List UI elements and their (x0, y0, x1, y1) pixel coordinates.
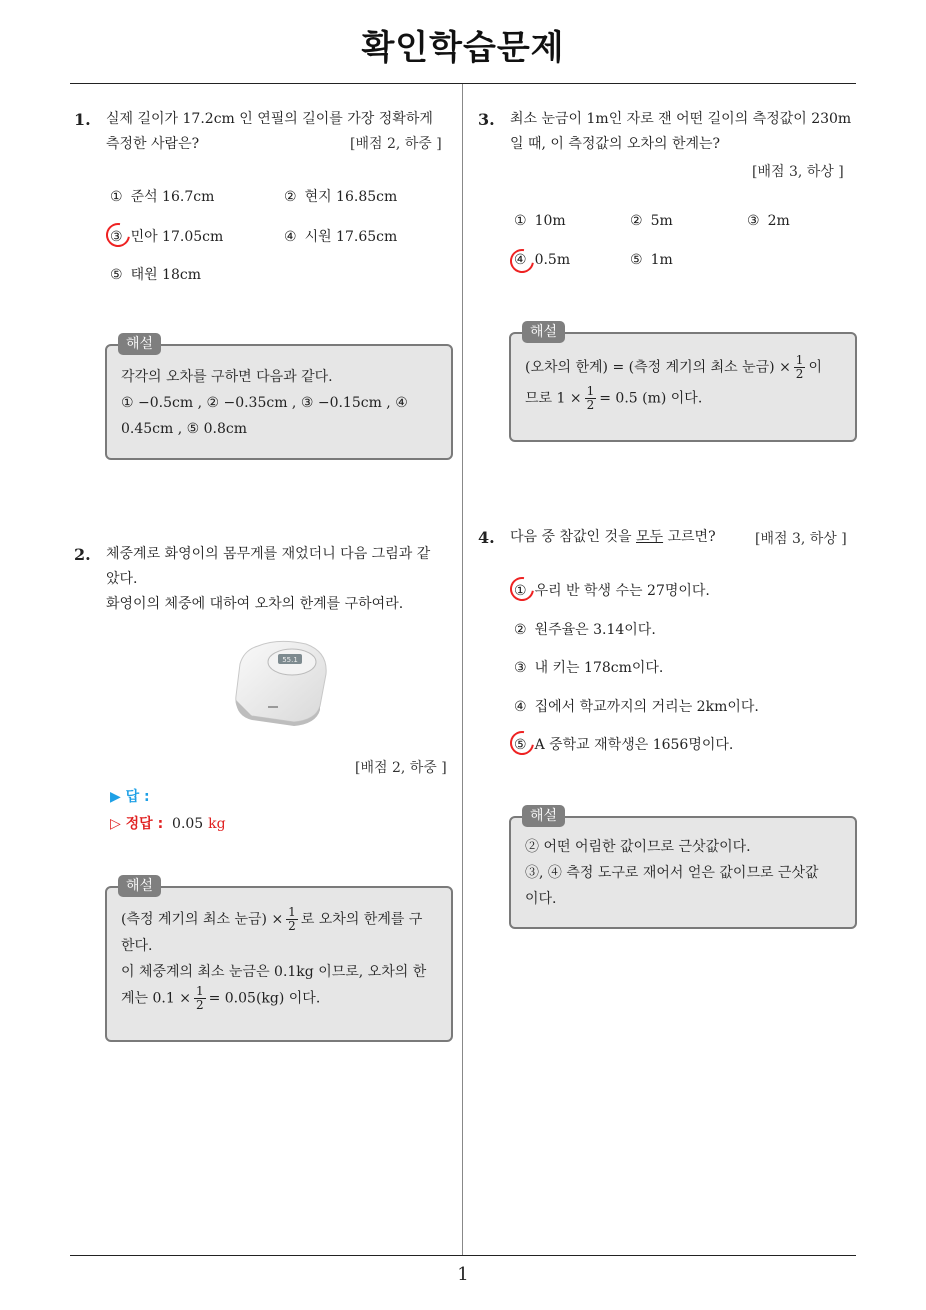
q1-choice-4[interactable] (284, 226, 397, 246)
q3-choice-3-text: 2m (767, 213, 790, 229)
q3-choice-1[interactable] (514, 213, 566, 229)
q4-text-a: 다음 중 참값인 것을 (510, 529, 636, 545)
q2-correct-value: 0.05 (172, 816, 204, 832)
q3-choice-1-num: ① (514, 213, 527, 229)
q2-explain-line1 (121, 906, 437, 933)
q1-number: 1. (74, 110, 91, 129)
q2-text-line3: 화영이의 체중에 대하여 오차의 한계를 구하여라. (106, 596, 404, 612)
q1-text-line2: 측정한 사람은? (106, 136, 200, 152)
q3-choice-5-num: ⑤ (630, 252, 643, 268)
q1-choice-2-text: 현지 16.85cm (304, 189, 398, 205)
q4-explanation-box (509, 816, 857, 929)
q1-choice-2-num: ② (284, 189, 297, 205)
q4-choice-4[interactable] (514, 696, 759, 716)
q1-text-line1: 실제 길이가 17.2cm 인 연필의 길이를 가장 정확하게 (106, 111, 433, 127)
q3-choice-2-num: ② (630, 213, 643, 229)
q3-frac1-den: 2 (795, 367, 804, 381)
q2-explain-frac-1 (286, 906, 298, 933)
q3-text-line2: 일 때, 이 측정값의 오차의 한계는? (510, 136, 721, 152)
q4-explain-line3: 이다. (525, 891, 557, 907)
q3-choice-2[interactable] (630, 213, 673, 229)
q3-choice-4-text: 0.5m (534, 252, 571, 268)
q2-text-line2: 았다. (106, 571, 138, 587)
q3-choice-4[interactable] (514, 252, 570, 268)
q3-explain-line2-b: = 0.5 (m) 이다. (599, 390, 703, 407)
q1-score-meta: [배점 2, 하중 ] (350, 136, 442, 152)
page-number: 1 (457, 1264, 469, 1285)
q2-question (106, 542, 456, 617)
q3-explain-line1-b: 이 (808, 359, 822, 376)
q3-choice-3[interactable] (747, 213, 790, 229)
q4-text-b: 고르면? (663, 529, 716, 545)
q4-choice-3-num: ③ (514, 660, 527, 676)
q3-explain-line1 (525, 354, 841, 381)
top-rule (70, 83, 856, 84)
q3-score-meta: [배점 3, 하상 ] (752, 164, 844, 180)
q1-choice-2[interactable] (284, 186, 397, 206)
page-title: 확인학습문제 (361, 28, 565, 68)
q3-number: 3. (478, 110, 495, 129)
column-divider (462, 84, 463, 1255)
q3-explain-frac-1 (794, 354, 806, 381)
q2-answer-line: ▶ 답 : (110, 789, 150, 805)
q3-explain-frac-2 (585, 385, 597, 412)
q2-frac1-num: 1 (288, 905, 296, 919)
q3-frac2-num: 1 (586, 384, 595, 398)
q4-explanation-label: 해설 (522, 805, 565, 827)
q3-choice-4-num: ④ (514, 252, 527, 268)
q2-frac2-num: 1 (195, 984, 204, 998)
q1-choice-1-num: ① (110, 189, 123, 205)
q1-explain-line3: 0.45cm , ⑤ 0.8cm (121, 421, 248, 437)
q4-explain-line2: ③, ④ 측정 도구로 재어서 얻은 값이므로 근삿값 (525, 865, 819, 881)
q4-choice-5-num: ⑤ (514, 737, 527, 753)
q3-explain-line2-a: 므로 1 × (525, 390, 582, 407)
q4-choice-1-num: ① (514, 583, 527, 599)
q3-frac1-num: 1 (795, 353, 804, 367)
q2-explanation-box (105, 886, 453, 1042)
q2-explain-line1-b: 로 오차의 한계를 구 (300, 911, 423, 928)
q2-correct-unit: kg (208, 816, 226, 832)
q4-choice-1-text: 우리 반 학생 수는 27명이다. (534, 583, 710, 599)
q4-choice-3[interactable] (514, 657, 663, 677)
q2-text-line1: 체중계로 화영이의 몸무게를 재었더니 다음 그림과 같 (106, 546, 431, 562)
q3-explanation-box (509, 332, 857, 442)
q2-explain-line4 (121, 985, 437, 1012)
q3-explanation-label: 해설 (522, 321, 565, 343)
q4-score-meta: [배점 3, 하상 ] (755, 531, 847, 547)
q4-choice-5-text: A 중학교 재학생은 1656명이다. (534, 737, 734, 753)
q3-explain-line1-a: (오차의 한계) = (측정 계기의 최소 눈금) × (525, 359, 791, 376)
q2-correct-answer (110, 813, 226, 833)
q2-explain-line3: 이 체중계의 최소 눈금은 0.1kg 이므로, 오차의 한 (121, 964, 427, 980)
q1-choice-3-text: 민아 17.05cm (130, 229, 224, 245)
bottom-rule (70, 1255, 856, 1256)
q2-explain-frac-2 (194, 985, 206, 1012)
svg-text:55.1: 55.1 (282, 656, 298, 664)
q2-explain-line2: 한다. (121, 938, 153, 954)
q1-choice-1-text: 준석 16.7cm (130, 189, 215, 205)
q1-choice-3[interactable] (110, 226, 223, 246)
q1-choice-1[interactable] (110, 186, 214, 206)
q4-question (510, 525, 716, 550)
q3-explain-line2 (525, 385, 841, 412)
q1-choice-5[interactable] (110, 264, 201, 284)
q1-choice-3-num: ③ (110, 229, 123, 245)
q2-frac1-den: 2 (288, 919, 296, 933)
q2-explain-line1-a: (측정 계기의 최소 눈금) × (121, 911, 284, 928)
q1-choice-5-text: 태원 18cm (130, 267, 201, 283)
q2-explain-line4-a: 계는 0.1 × (121, 990, 191, 1007)
q2-correct-label: ▷ 정답 : (110, 816, 164, 832)
q4-explain-line1: ② 어떤 어림한 값이므로 근삿값이다. (525, 839, 751, 855)
q1-choice-4-text: 시원 17.65cm (304, 229, 398, 245)
q3-choice-5[interactable] (630, 252, 673, 268)
q1-explain-line2: ① −0.5cm , ② −0.35cm , ③ −0.15cm , ④ (121, 395, 408, 411)
q4-choice-5[interactable] (514, 734, 733, 754)
q1-choice-5-num: ⑤ (110, 267, 123, 283)
q3-question (510, 107, 862, 157)
q1-explanation-box (105, 344, 453, 460)
q2-number: 2. (74, 545, 91, 564)
q1-choice-4-num: ④ (284, 229, 297, 245)
q2-explanation-label: 해설 (118, 875, 161, 897)
q4-choice-2[interactable] (514, 619, 656, 639)
q4-text-underline: 모두 (636, 529, 664, 545)
q4-choice-4-text: 집에서 학교까지의 거리는 2km이다. (534, 699, 759, 715)
bathroom-scale-image (228, 636, 336, 726)
q4-number: 4. (478, 528, 495, 547)
q3-frac2-den: 2 (586, 398, 595, 412)
q3-choice-5-text: 1m (650, 252, 673, 268)
q2-score-meta: [배점 2, 하중 ] (355, 760, 447, 776)
q4-choice-1[interactable] (514, 580, 710, 600)
q4-choice-2-num: ② (514, 622, 527, 638)
q3-choice-3-num: ③ (747, 213, 760, 229)
q3-text-line1: 최소 눈금이 1m인 자로 잰 어떤 길이의 측정값이 230m (510, 111, 852, 127)
q1-explanation-label: 해설 (118, 333, 161, 355)
q3-choice-1-text: 10m (534, 213, 566, 229)
q4-choice-4-num: ④ (514, 699, 527, 715)
q2-explain-line4-b: = 0.05(kg) 이다. (208, 990, 321, 1007)
q1-explain-line1: 각각의 오차를 구하면 다음과 같다. (121, 369, 333, 385)
q4-choice-3-text: 내 키는 178cm이다. (534, 660, 664, 676)
q2-frac2-den: 2 (195, 998, 204, 1012)
q4-choice-2-text: 원주율은 3.14이다. (534, 622, 656, 638)
q3-choice-2-text: 5m (650, 213, 673, 229)
